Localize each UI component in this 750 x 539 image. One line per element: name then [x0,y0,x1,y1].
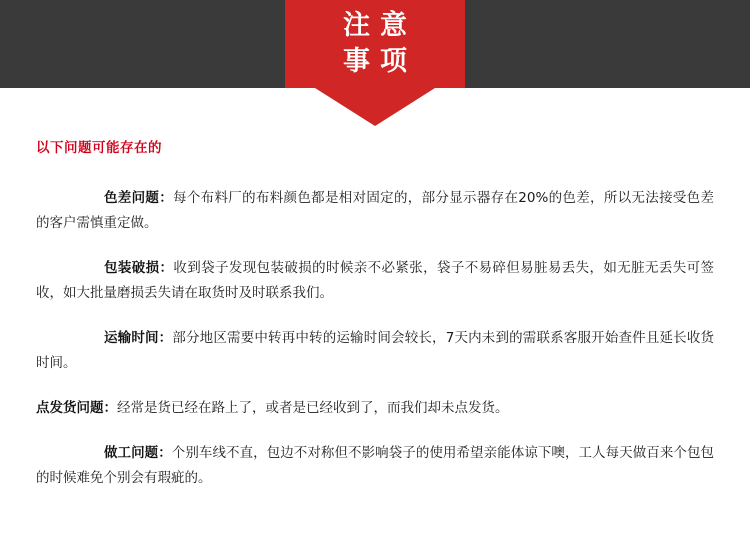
notice-item-label: 色差问题： [104,190,174,206]
notice-item-text: 每个布料厂的布料颜色都是相对固定的，部分显示器存在20%的色差，所以无法接受色差的客户需慎重定做。 [36,190,714,231]
notice-item-body [36,400,509,416]
title-char-4: 项 [380,46,417,77]
notice-content [0,88,750,491]
notice-item [36,186,714,236]
header-banner [0,0,750,88]
notice-item-body [36,260,714,301]
notice-item [36,326,714,376]
title-badge [285,0,465,88]
notice-item [36,441,714,491]
title-line-1 [333,8,417,44]
notice-item-text: 经常是货已经在路上了，或者是已经收到了，而我们却未点发货。 [117,399,509,416]
notice-item-body [36,330,714,371]
title-line-2 [333,44,417,80]
notice-item-body [36,190,714,231]
notice-item-label: 点发货问题： [36,399,117,416]
notice-item [36,256,714,306]
notice-item [36,396,714,421]
notice-item-label: 做工问题： [104,444,172,461]
title-char-1: 注 [343,9,380,41]
notice-item-text: 部分地区需要中转再中转的运输时间会较长，7天内未到的需联系客服开始查件且延长收货时间。 [36,329,714,371]
notice-heading: 以下问题可能存在的 [36,140,162,156]
title-char-3: 事 [343,46,380,77]
notice-item-label: 包装破损： [104,259,174,276]
notice-item-body [36,445,714,486]
notice-item-text: 个别车线不直，包边不对称但不影响袋子的使用希望亲能体谅下噢，工人每天做百来个包包的时候难免个别会有瑕疵的。 [36,444,715,486]
notice-item-text: 收到袋子发现包装破损的时候亲不必紧张，袋子不易碎但易脏易丢失，如无脏无丢失可签收，如大批量磨损丢失请在取货时及时联系我们。 [36,259,715,301]
notice-item-label: 运输时间： [104,329,173,346]
title-char-2: 意 [380,9,417,41]
